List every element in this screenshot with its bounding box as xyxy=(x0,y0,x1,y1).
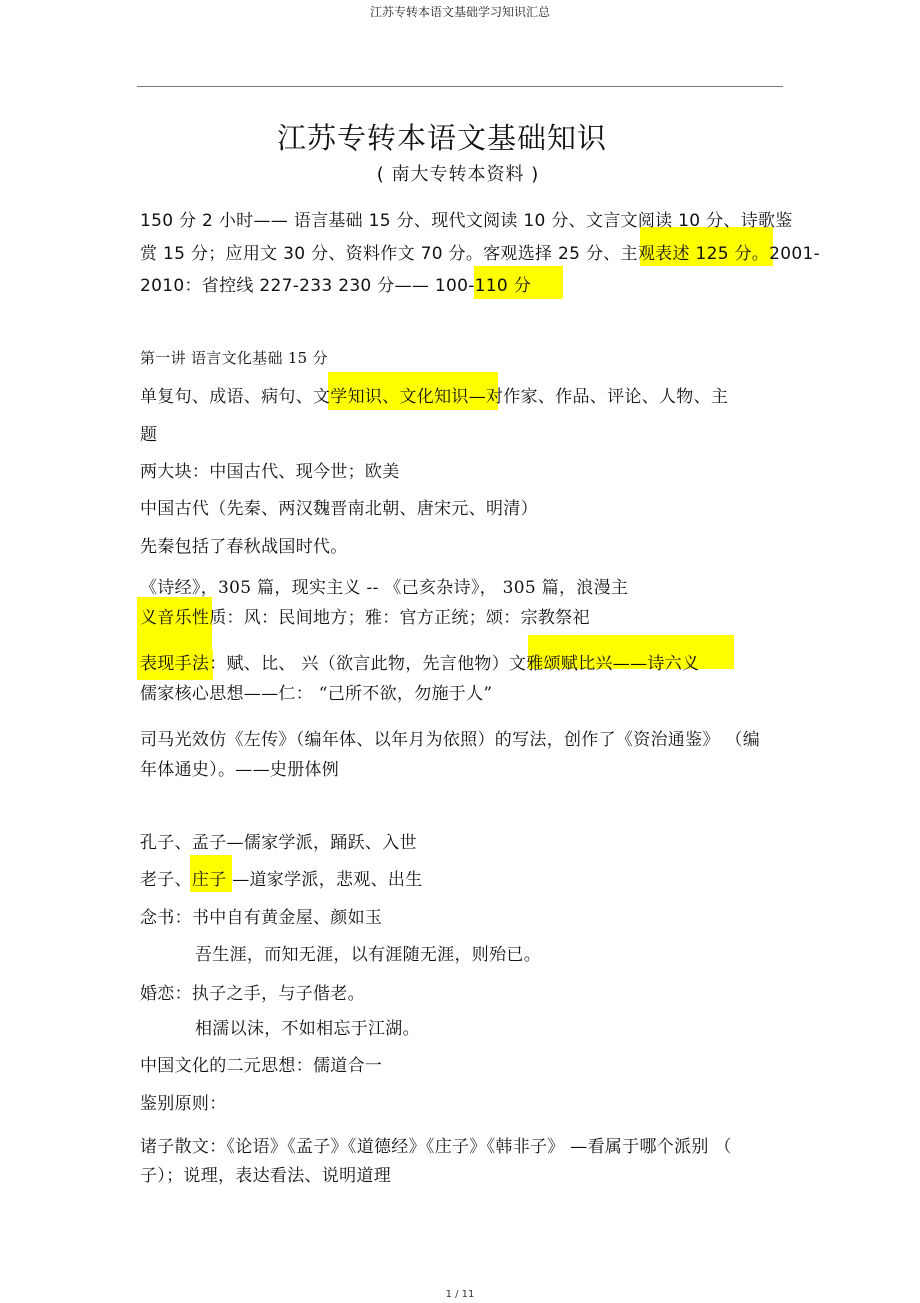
text-line: 表现手法：赋、比、 兴（欲言此物，先言他物）文雅颂赋比兴——诗六义 xyxy=(140,654,700,674)
running-header: 江苏专转本语文基础学习知识汇总 xyxy=(369,5,550,19)
text-line: 题 xyxy=(140,425,158,445)
document-subtitle: ( 南大专转本资料 ) xyxy=(376,164,540,185)
text-line: 司马光效仿《左传》（编年体、以年月为依照）的写法，创作了《资治通鉴》 （编 xyxy=(140,730,761,750)
text-line: 义音乐性质：风：民间地方；雅：官方正统；颂：宗教祭祀 xyxy=(140,608,590,628)
text-line: 老子、庄子 —道家学派，悲观、出生 xyxy=(140,870,423,890)
text-line: 鉴别原则： xyxy=(140,1094,227,1114)
text-line: 《诗经》，305 篇，现实主义 -- 《己亥杂诗》， 305 篇，浪漫主 xyxy=(140,578,629,598)
text-line: 两大块：中国古代、现今世；欧美 xyxy=(140,462,400,482)
text-line: 中国文化的二元思想：儒道合一 xyxy=(140,1056,383,1076)
text-line: 相濡以沫，不如相忘于江湖。 xyxy=(195,1019,420,1039)
text-line: 先秦包括了春秋战国时代。 xyxy=(140,537,348,557)
text-line: 中国古代（先秦、两汉魏晋南北朝、唐宋元、明清） xyxy=(140,499,538,519)
page-indicator: 1 / 11 xyxy=(445,1289,475,1300)
header-rule xyxy=(137,86,783,87)
document-title: 江苏专转本语文基础知识 xyxy=(276,121,607,155)
text-line: 孔子、孟子—儒家学派，踊跃、入世 xyxy=(140,833,417,853)
text-line: 单复句、成语、病句、文学知识、文化知识—对作家、作品、评论、人物、主 xyxy=(140,387,729,407)
intro-line: 2010：省控线 227-233 230 分—— 100-110 分 xyxy=(140,276,531,296)
text-line: 年体通史）。——史册体例 xyxy=(140,760,340,780)
text-line: 吾生涯，而知无涯，以有涯随无涯，则殆已。 xyxy=(195,945,541,965)
intro-line: 150 分 2 小时—— 语言基础 15 分、现代文阅读 10 分、文言文阅读 10 分、诗歌鉴 xyxy=(140,211,793,231)
text-line: 念书：书中自有黄金屋、颜如玉 xyxy=(140,908,383,928)
text-line: 诸子散文：《论语》《孟子》《道德经》《庄子》《韩非子》 —看属于哪个派别 （ xyxy=(140,1137,732,1157)
text-line: 子）；说理，表达看法、说明道理 xyxy=(140,1166,391,1186)
intro-line: 赏 15 分；应用文 30 分、资料作文 70 分。客观选择 25 分、主观表述 125 分。2001- xyxy=(140,244,821,264)
text-line: 儒家核心思想——仁： “己所不欲，勿施于人” xyxy=(140,684,493,704)
text-line: 婚恋：执子之手，与子偕老。 xyxy=(140,984,365,1004)
lecture-heading: 第一讲 语言文化基础 15 分 xyxy=(140,349,328,367)
